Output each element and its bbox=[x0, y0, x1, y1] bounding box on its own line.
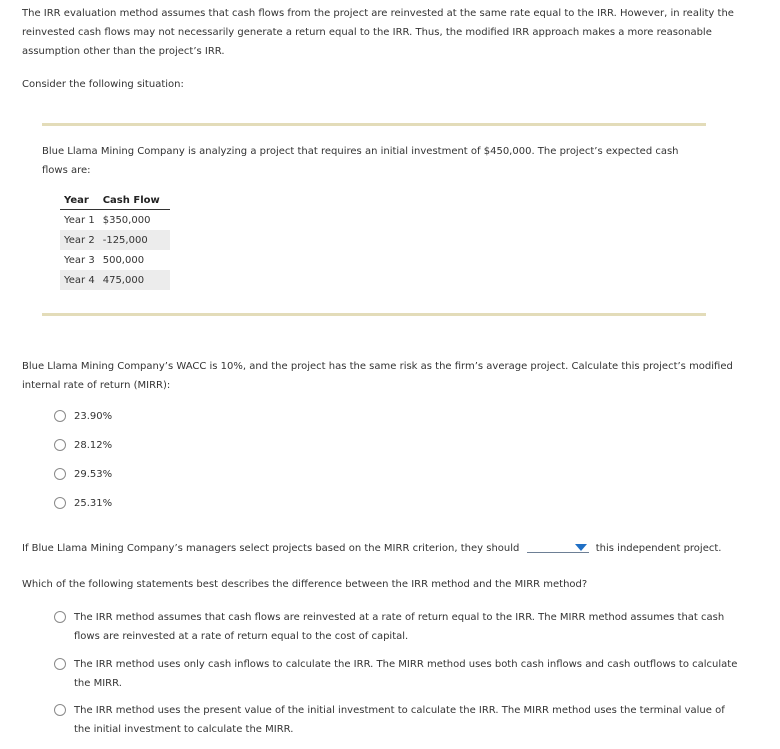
year-cell: Year 2 bbox=[60, 230, 99, 250]
mirr-option-3[interactable] bbox=[54, 465, 112, 484]
bottom-divider bbox=[42, 313, 706, 316]
dropdown-arrow-icon[interactable] bbox=[575, 544, 587, 551]
cash-flow-cell: -125,000 bbox=[99, 230, 170, 250]
decision-sentence bbox=[22, 540, 721, 554]
cash-flow-cell: 475,000 bbox=[99, 270, 170, 290]
cash-flow-cell: $350,000 bbox=[102, 214, 151, 226]
comparison-question: Which of the following statements best describes the difference between the IRR method and the MIRR method? bbox=[22, 579, 588, 590]
header-year: Year bbox=[60, 193, 99, 210]
year-cell: Year 3 bbox=[64, 254, 95, 266]
option-label: 23.90% bbox=[74, 411, 113, 422]
table-row bbox=[60, 210, 170, 231]
intro-paragraph: The IRR evaluation method assumes that cash flows from the project are reinvested at the same rate equal to the IRR. However, in reality the reinvested cash flows may not necessarily generate a return equal to the IRR. Thus, the modified IRR approach makes a more reasonable assumption other than the project’s IRR. bbox=[22, 8, 734, 57]
comparison-option-3[interactable] bbox=[54, 701, 744, 739]
table-row bbox=[60, 250, 170, 270]
radio-button[interactable] bbox=[54, 410, 66, 422]
decision-text-after: this independent project. bbox=[595, 543, 722, 554]
top-divider bbox=[42, 123, 706, 126]
consider-label: Consider the following situation: bbox=[22, 79, 184, 90]
radio-button[interactable] bbox=[54, 497, 66, 509]
comparison-option-2[interactable] bbox=[54, 655, 744, 693]
option-label: 28.12% bbox=[74, 440, 113, 451]
radio-button[interactable] bbox=[54, 611, 66, 623]
header-cash-flow: Cash Flow bbox=[99, 193, 170, 210]
option-label: 25.31% bbox=[74, 498, 113, 509]
mirr-option-4[interactable] bbox=[54, 494, 112, 513]
option-label: The IRR method uses the present value of the initial investment to calculate the IRR. The MIRR method uses the terminal value of the initial investment to calculate the MIRR. bbox=[74, 705, 725, 735]
mirr-question: Blue Llama Mining Company’s WACC is 10%, and the project has the same risk as the firm’s average project. Calculate this project’s modified internal rate of return (MIRR): bbox=[22, 361, 733, 391]
radio-button[interactable] bbox=[54, 704, 66, 716]
year-cell: Year 4 bbox=[60, 270, 99, 290]
radio-button[interactable] bbox=[54, 439, 66, 451]
radio-button[interactable] bbox=[54, 658, 66, 670]
option-label: 29.53% bbox=[74, 469, 113, 480]
comparison-option-1[interactable] bbox=[54, 608, 744, 646]
year-cell: Year 1 bbox=[64, 214, 95, 226]
table-row bbox=[60, 270, 170, 290]
decision-text-before: If Blue Llama Mining Company’s managers select projects based on the MIRR criterion, they should bbox=[22, 543, 520, 554]
table-row bbox=[60, 230, 170, 250]
mirr-option-2[interactable] bbox=[54, 436, 112, 455]
case-description: Blue Llama Mining Company is analyzing a project that requires an initial investment of $450,000. The project’s expected cash flows are: bbox=[42, 146, 679, 176]
mirr-option-1[interactable] bbox=[54, 407, 112, 426]
cash-flow-cell: 500,000 bbox=[102, 254, 145, 266]
decision-dropdown[interactable] bbox=[527, 540, 589, 553]
option-label: The IRR method assumes that cash flows are reinvested at a rate of return equal to the IRR. The MIRR method assumes that cash flows are reinvested at a rate of return equal to the cost of capital. bbox=[74, 612, 725, 642]
cash-flow-table bbox=[60, 193, 170, 290]
radio-button[interactable] bbox=[54, 468, 66, 480]
option-label: The IRR method uses only cash inflows to calculate the IRR. The MIRR method uses both cash inflows and cash outflows to calculate the MIRR. bbox=[74, 659, 738, 689]
